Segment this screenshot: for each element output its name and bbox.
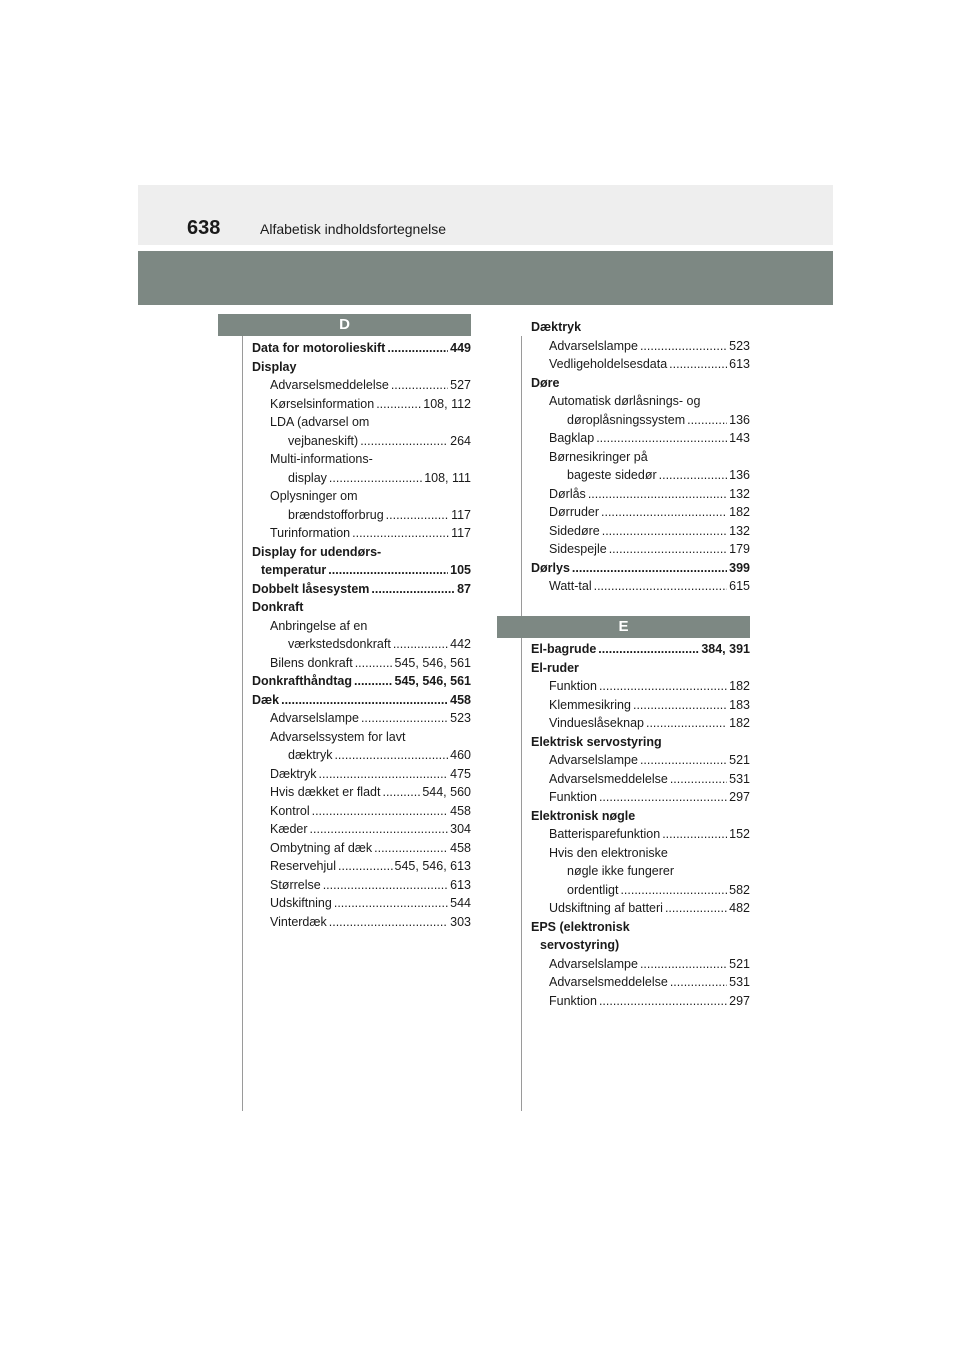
index-entry-term: Udskiftning — [270, 896, 332, 910]
index-entry — [252, 580, 471, 599]
dot-leader — [386, 506, 449, 525]
index-entry — [252, 561, 471, 580]
index-entry — [252, 469, 471, 488]
index-entry-pages: 179 — [729, 542, 750, 556]
dot-leader — [382, 783, 420, 802]
index-entry-term: Oplysninger om — [270, 489, 358, 503]
dot-leader — [670, 973, 727, 992]
index-entry-pages: 458 — [450, 692, 471, 707]
dot-leader — [329, 469, 422, 488]
dot-leader — [659, 466, 728, 485]
index-entry — [531, 770, 750, 789]
index-entry — [252, 413, 471, 432]
dot-leader — [374, 839, 448, 858]
index-entry-pages: 615 — [729, 579, 750, 593]
index-entry-pages: 531 — [729, 771, 750, 786]
index-entry-pages: 458 — [450, 840, 471, 855]
index-entry — [531, 807, 750, 826]
index-entry-pages: 449 — [450, 341, 471, 355]
index-entry-term: Donkrafthåndtag — [252, 674, 352, 688]
index-entry-term: Sidespejle — [549, 542, 607, 556]
index-entry-term: Bagklap — [549, 431, 595, 445]
index-entry — [531, 862, 750, 881]
index-entry — [531, 696, 750, 715]
index-entry-term: Reservehjul — [270, 859, 337, 873]
dot-leader — [596, 429, 727, 448]
index-entry — [252, 876, 471, 895]
index-entry-pages: 442 — [450, 637, 471, 651]
dot-leader — [281, 691, 448, 710]
dot-leader — [334, 746, 448, 765]
index-entry-pages: 613 — [729, 357, 750, 371]
index-entry-term: Advarselsmeddelelse — [549, 771, 668, 786]
index-entry-term: El-bagrude — [531, 642, 597, 656]
index-entry — [252, 450, 471, 469]
dot-leader — [601, 503, 727, 522]
section-banner — [138, 251, 833, 305]
index-entry — [252, 802, 471, 821]
index-entry — [531, 788, 750, 807]
index-entry-pages: 303 — [450, 914, 471, 929]
index-entry — [252, 894, 471, 913]
dot-leader — [572, 559, 727, 578]
index-entry-pages: 132 — [729, 523, 750, 538]
index-entry — [531, 485, 750, 504]
dot-leader — [620, 881, 727, 900]
index-entry-term: EPS (elektronisk — [531, 919, 630, 934]
index-entry-term: Vinterdæk — [270, 914, 327, 929]
index-entry-pages: 521 — [729, 753, 750, 767]
dot-leader — [665, 899, 727, 918]
index-entry-pages: 613 — [450, 877, 471, 892]
index-entry-term: Børnesikringer på — [549, 449, 648, 464]
index-entry — [531, 936, 750, 955]
index-entry — [531, 337, 750, 356]
index-entry-pages: 108, 111 — [424, 470, 471, 485]
index-entry-term: Bilens donkraft — [270, 655, 353, 670]
dot-leader — [355, 654, 393, 673]
index-entry-pages: 460 — [450, 748, 471, 762]
index-entry-pages: 475 — [450, 766, 471, 781]
index-entry-pages: 183 — [729, 697, 750, 712]
index-entry — [252, 487, 471, 506]
index-entry-term: Funktion — [549, 993, 597, 1008]
index-entry — [252, 839, 471, 858]
index-entry-pages: 297 — [729, 993, 750, 1008]
index-entry-term: Data for motorolieskift — [252, 341, 386, 355]
index-entry-pages: 132 — [729, 486, 750, 501]
index-entry-term: Advarselslampe — [270, 711, 359, 725]
index-entry-term: Hvis dækket er fladt — [270, 785, 381, 799]
index-entry-term: ordentligt — [567, 882, 619, 897]
index-entry — [252, 913, 471, 932]
page-number: 638 — [187, 217, 221, 239]
dot-leader — [669, 355, 727, 374]
index-entry — [252, 506, 471, 525]
index-entry-pages: 182 — [729, 505, 750, 519]
index-entry — [531, 899, 750, 918]
dot-leader — [662, 825, 727, 844]
index-entry-term: Kæder — [270, 822, 308, 836]
index-entry-term: Dørruder — [549, 505, 600, 519]
index-entry-term: Dæktryk — [531, 320, 582, 334]
index-entry-pages: 521 — [729, 956, 750, 971]
dot-leader — [323, 876, 448, 895]
index-entry-term: Klemmesikring — [549, 697, 631, 712]
index-entry — [252, 524, 471, 543]
index-entry-pages: 545, 546, 561 — [394, 674, 471, 688]
index-entry-term: Advarselssystem for lavt — [270, 729, 406, 744]
index-entry — [531, 448, 750, 467]
index-entry — [252, 709, 471, 728]
index-entry — [252, 672, 471, 691]
index-entry-term: bageste sidedør — [567, 468, 657, 482]
index-entry-term: døroplåsningssystem — [567, 412, 686, 427]
index-entry — [531, 751, 750, 770]
index-entry — [252, 617, 471, 636]
index-entry-term: Anbringelse af en — [270, 618, 368, 633]
index-entry — [252, 598, 471, 617]
dot-leader — [361, 709, 448, 728]
index-entry — [252, 395, 471, 414]
index-entry-term: LDA (advarsel om — [270, 415, 370, 429]
index-entry-term: dæktryk — [288, 748, 333, 762]
index-entry — [531, 992, 750, 1011]
index-entry — [531, 955, 750, 974]
index-entry-term: Kørselsinformation — [270, 396, 375, 411]
index-entry-term: Kontrol — [270, 803, 310, 818]
index-entry — [252, 635, 471, 654]
index-entry — [252, 358, 471, 377]
section-header-d: D — [218, 314, 471, 336]
index-entry — [531, 714, 750, 733]
index-entry — [531, 466, 750, 485]
index-entry — [531, 503, 750, 522]
dot-leader — [599, 788, 727, 807]
index-entry-term: brændstofforbrug — [288, 507, 384, 522]
index-entry-pages: 117 — [451, 526, 471, 540]
index-entry-term: servostyring) — [540, 938, 620, 952]
dot-leader — [352, 524, 449, 543]
dot-leader — [598, 640, 699, 659]
index-entry-pages: 582 — [729, 882, 750, 897]
dot-leader — [376, 395, 421, 414]
dot-leader — [687, 411, 727, 430]
index-entry-term: Advarselsmeddelelse — [549, 975, 668, 989]
index-entry — [531, 640, 750, 659]
dot-leader — [602, 522, 727, 541]
dot-leader — [640, 751, 727, 770]
index-entry — [531, 411, 750, 430]
index-entry-term: Dobbelt låsesystem — [252, 581, 370, 596]
index-column-right-e — [531, 640, 750, 1010]
index-entry — [531, 825, 750, 844]
index-entry-pages: 458 — [450, 803, 471, 818]
dot-leader — [354, 672, 393, 691]
dot-leader — [329, 913, 448, 932]
dot-leader — [640, 337, 727, 356]
index-entry-term: Turinformation — [270, 526, 351, 540]
index-entry-pages: 182 — [729, 679, 750, 693]
page-title: Alfabetisk indholdsfortegnelse — [260, 221, 447, 237]
index-entry-term: Display for udendørs- — [252, 544, 382, 559]
dot-leader — [334, 894, 448, 913]
index-entry-term: Dørlys — [531, 560, 570, 575]
dot-leader — [599, 992, 727, 1011]
dot-leader — [599, 677, 727, 696]
index-entry-term: Ombytning af dæk — [270, 840, 373, 855]
index-entry — [531, 918, 750, 937]
index-entry-pages: 545, 546, 561 — [394, 655, 471, 670]
index-entry-pages: 482 — [729, 901, 750, 915]
index-entry-term: Multi-informations- — [270, 452, 373, 466]
index-entry — [531, 374, 750, 393]
index-entry-term: Hvis den elektroniske — [549, 845, 668, 860]
index-entry — [531, 559, 750, 578]
dot-leader — [312, 802, 449, 821]
index-entry-term: Funktion — [549, 790, 597, 804]
index-entry — [531, 844, 750, 863]
index-entry-term: Størrelse — [270, 877, 321, 892]
index-entry-term: temperatur — [261, 563, 327, 577]
index-entry-pages: 384, 391 — [701, 642, 750, 656]
index-entry — [252, 654, 471, 673]
dot-leader — [371, 580, 455, 599]
index-entry-pages: 182 — [729, 716, 750, 730]
index-entry — [531, 659, 750, 678]
index-entry — [252, 820, 471, 839]
index-entry-term: Donkraft — [252, 600, 304, 614]
column-divider-right — [521, 336, 522, 1111]
index-entry — [531, 881, 750, 900]
index-entry-term: Watt-tal — [549, 579, 592, 593]
dot-leader — [319, 765, 449, 784]
index-entry-term: El-ruder — [531, 660, 579, 675]
index-entry-pages: 399 — [729, 560, 750, 575]
index-entry-term: Advarselslampe — [549, 338, 638, 353]
index-entry-pages: 143 — [729, 431, 750, 445]
index-entry — [531, 429, 750, 448]
index-entry — [531, 677, 750, 696]
index-entry-term: Display — [252, 359, 297, 374]
index-entry-term: Sidedøre — [549, 523, 600, 538]
index-entry-pages: 152 — [729, 827, 750, 841]
index-entry — [252, 691, 471, 710]
index-entry-pages: 136 — [729, 412, 750, 427]
index-entry-pages: 136 — [729, 468, 750, 482]
index-entry-term: Advarselslampe — [549, 956, 638, 971]
index-entry-pages: 87 — [457, 581, 471, 596]
dot-leader — [338, 857, 393, 876]
index-entry-pages: 108, 112 — [423, 396, 471, 411]
index-entry — [531, 522, 750, 541]
dot-leader — [360, 432, 448, 451]
index-entry-term: Funktion — [549, 679, 597, 693]
index-entry-pages: 531 — [729, 975, 750, 989]
index-entry-pages: 523 — [729, 338, 750, 353]
index-entry-pages: 544, 560 — [422, 785, 471, 799]
index-entry-pages: 117 — [451, 507, 471, 522]
index-entry — [252, 543, 471, 562]
index-entry — [531, 973, 750, 992]
index-entry-term: værkstedsdonkraft — [288, 637, 391, 651]
index-entry-pages: 523 — [450, 711, 471, 725]
index-entry-term: Elektronisk nøgle — [531, 808, 636, 823]
index-entry-pages: 297 — [729, 790, 750, 804]
index-entry-term: Elektrisk servostyring — [531, 734, 662, 749]
dot-leader — [387, 339, 448, 358]
index-entry — [252, 857, 471, 876]
section-header-e: E — [497, 616, 750, 638]
index-entry-pages: 544 — [450, 896, 471, 910]
index-entry-term: vejbaneskift) — [288, 433, 359, 448]
index-entry — [252, 746, 471, 765]
index-entry — [252, 783, 471, 802]
dot-leader — [646, 714, 727, 733]
index-entry-term: Batterisparefunktion — [549, 827, 661, 841]
index-entry-term: Vindueslåseknap — [549, 716, 644, 730]
dot-leader — [640, 955, 727, 974]
index-column-right-d — [531, 318, 750, 596]
index-entry — [531, 392, 750, 411]
index-entry-pages: 545, 546, 613 — [394, 859, 471, 873]
index-entry-term: Udskiftning af batteri — [549, 901, 663, 915]
index-entry — [531, 318, 750, 337]
dot-leader — [310, 820, 449, 839]
column-divider-left — [242, 336, 243, 1111]
dot-leader — [328, 561, 448, 580]
dot-leader — [633, 696, 727, 715]
header-band — [138, 185, 833, 245]
index-entry — [531, 577, 750, 596]
index-entry-term: Dæk — [252, 692, 280, 707]
dot-leader — [393, 635, 448, 654]
index-entry-pages: 304 — [450, 822, 471, 836]
index-entry-term: Advarselsmeddelelse — [270, 378, 389, 392]
index-entry-pages: 105 — [450, 563, 471, 577]
index-entry — [531, 733, 750, 752]
dot-leader — [594, 577, 728, 596]
dot-leader — [588, 485, 727, 504]
index-entry-term: Vedligeholdelsesdata — [549, 357, 668, 371]
index-entry-term: Døre — [531, 375, 560, 390]
index-entry — [252, 376, 471, 395]
index-entry-term: Dørlås — [549, 486, 586, 501]
index-entry-term: Dæktryk — [270, 766, 317, 781]
index-entry-term: Automatisk dørlåsnings- og — [549, 394, 701, 408]
index-entry-term: nøgle ikke fungerer — [567, 864, 675, 878]
index-entry-term: display — [288, 470, 327, 485]
index-entry — [252, 728, 471, 747]
index-entry — [252, 339, 471, 358]
index-entry-pages: 527 — [450, 378, 471, 392]
index-entry-term: Advarselslampe — [549, 753, 638, 767]
index-entry — [252, 765, 471, 784]
index-column-left — [252, 339, 471, 931]
index-entry-pages: 264 — [450, 433, 471, 448]
index-entry — [252, 432, 471, 451]
index-entry — [531, 355, 750, 374]
dot-leader — [391, 376, 448, 395]
index-entry — [531, 540, 750, 559]
dot-leader — [670, 770, 727, 789]
dot-leader — [609, 540, 727, 559]
